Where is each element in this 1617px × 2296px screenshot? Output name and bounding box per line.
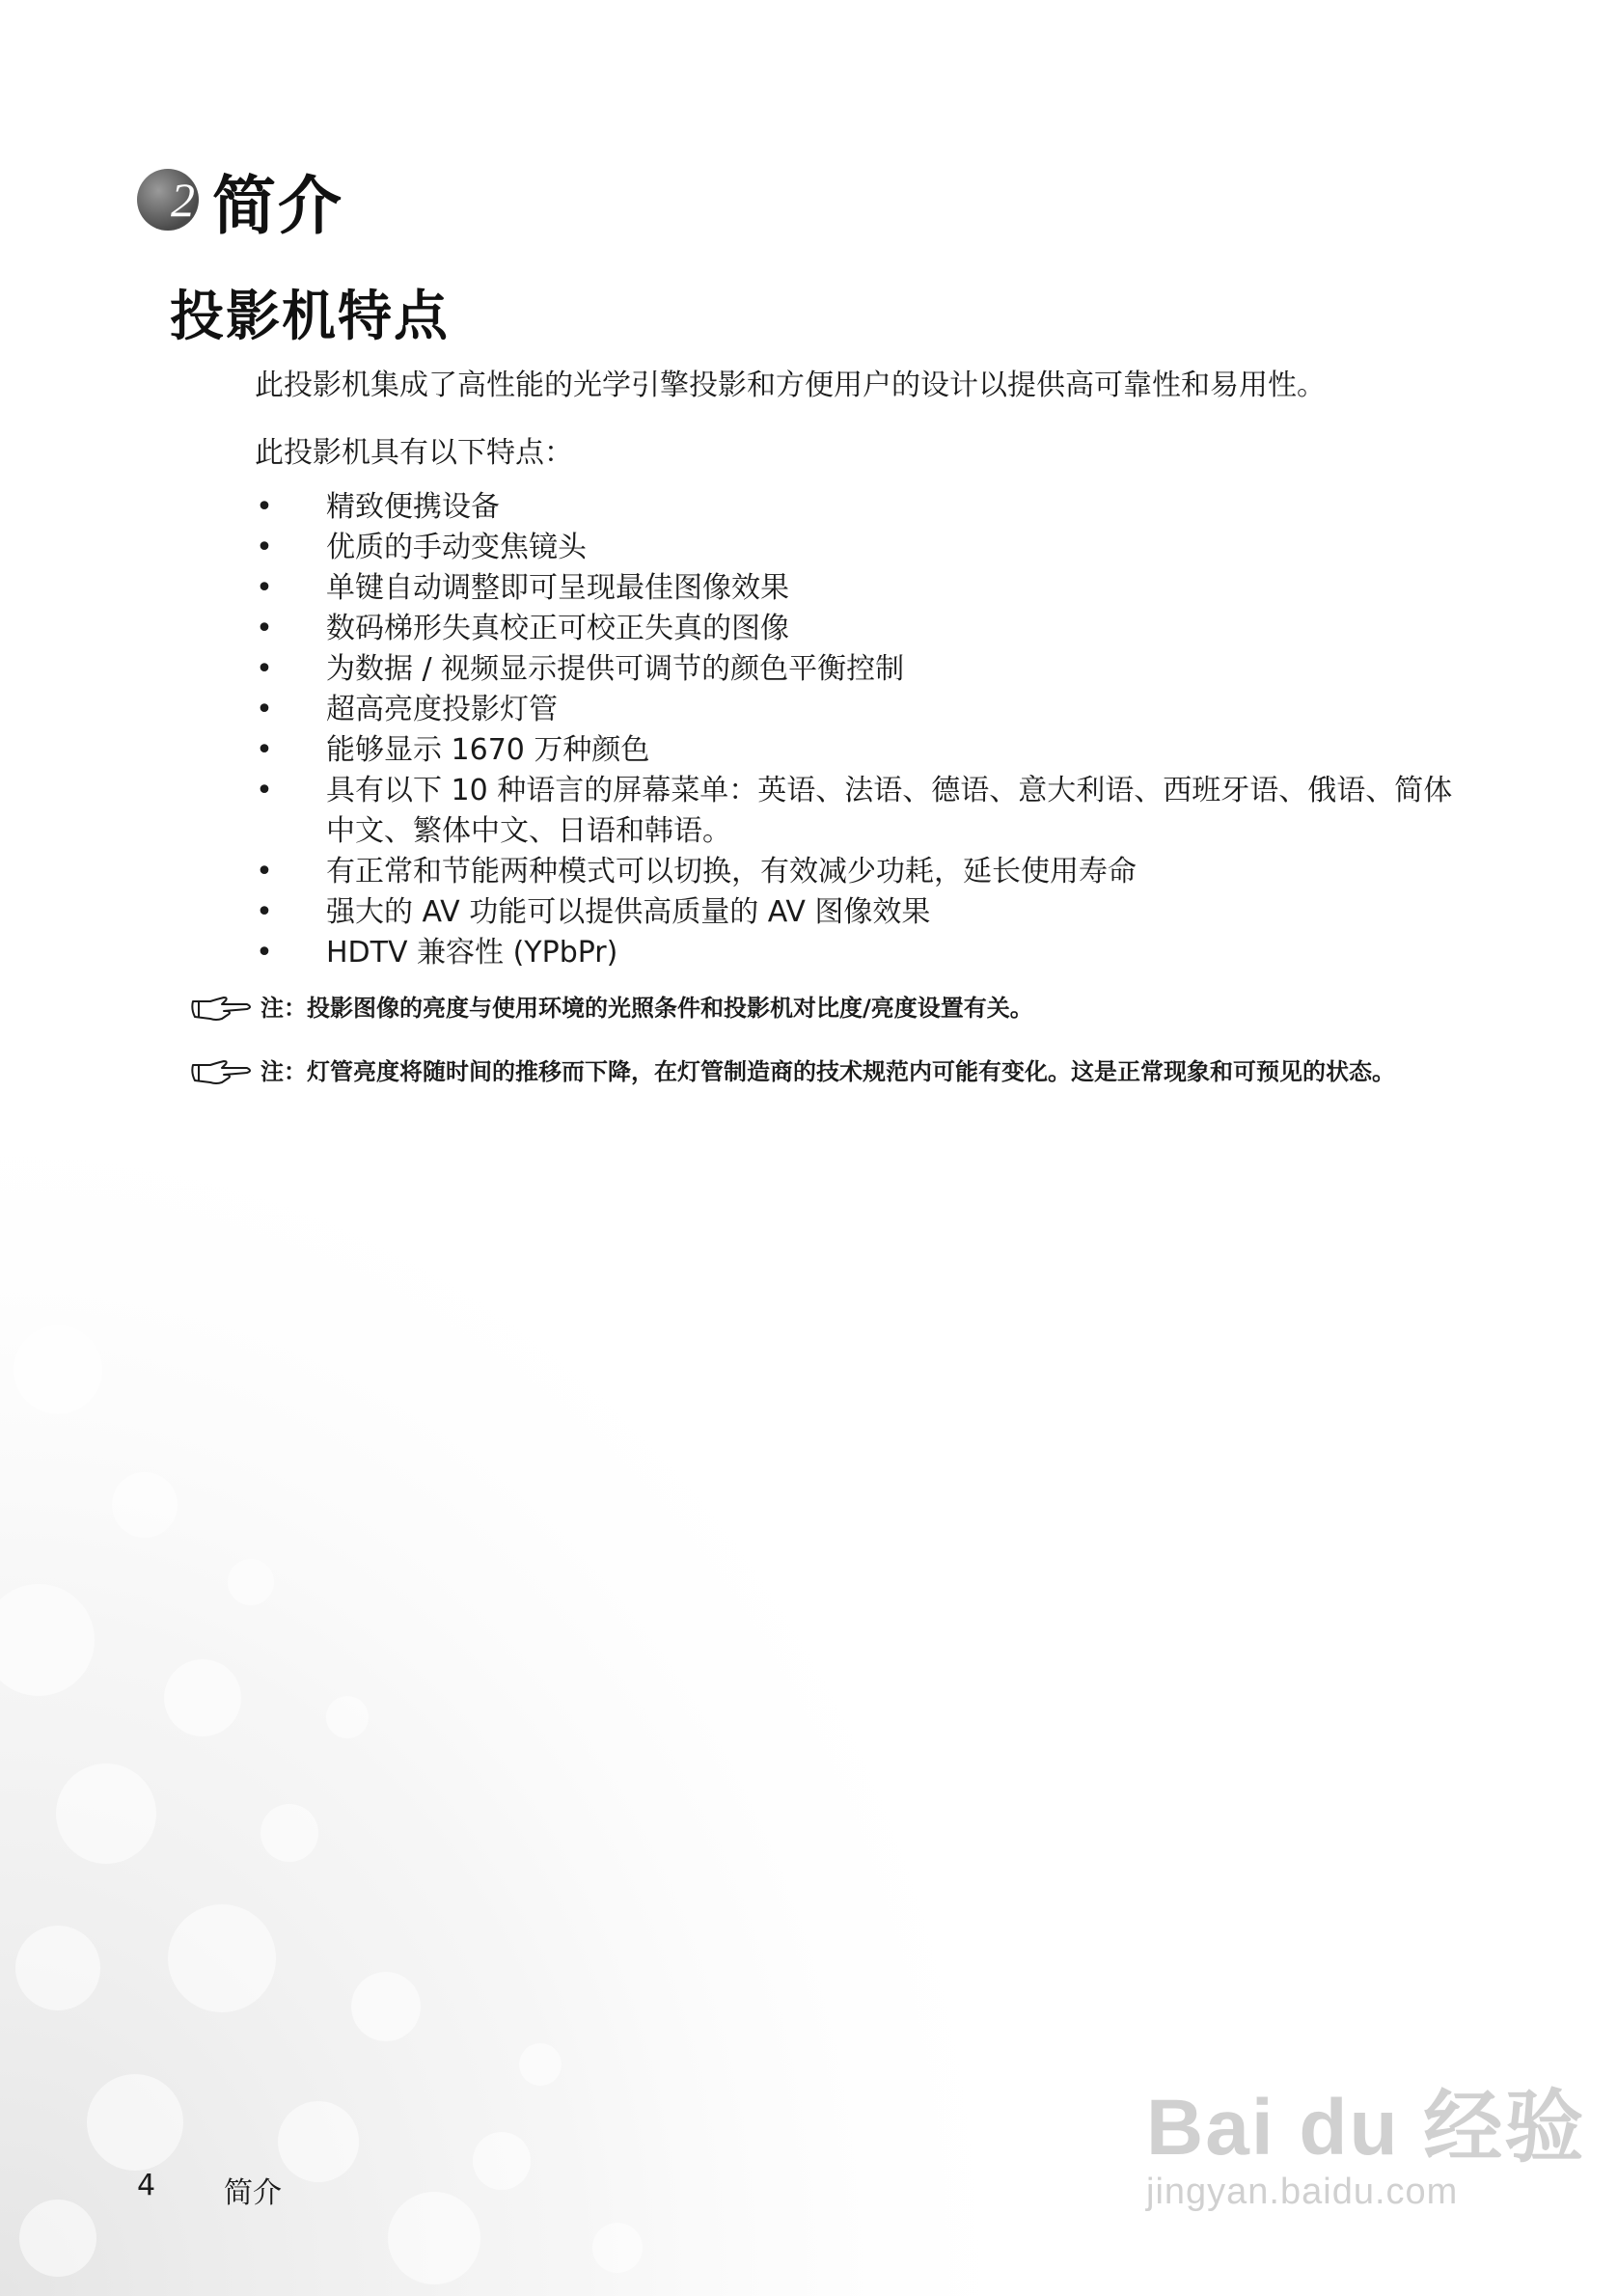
section-title: 投影机特点 xyxy=(170,286,450,348)
feature-text: 能够显示 1670 万种颜色 xyxy=(326,733,650,767)
bullet: • xyxy=(256,490,273,524)
feature-text: HDTV 兼容性 (YPbPr) xyxy=(326,936,618,970)
bullet: • xyxy=(256,571,273,605)
feature-text: 优质的手动变焦镜头 xyxy=(326,531,587,564)
feature-text: 精致便携设备 xyxy=(326,490,500,524)
list-item xyxy=(255,487,1461,528)
note-label: 注： xyxy=(260,1058,307,1085)
note-box xyxy=(189,1053,1482,1090)
list-item xyxy=(255,690,1461,730)
list-item xyxy=(255,730,1461,771)
bullet: • xyxy=(256,652,273,686)
bullet: • xyxy=(256,855,273,888)
chapter-title: 简介 xyxy=(212,168,343,243)
chapter-number-badge: 2 xyxy=(137,169,199,231)
feature-text: 为数据 / 视频显示提供可调节的颜色平衡控制 xyxy=(326,652,905,686)
chapter-heading xyxy=(137,156,343,243)
list-item xyxy=(255,609,1461,649)
pointing-hand-icon xyxy=(189,992,257,1025)
features-lead: 此投影机具有以下特点： xyxy=(255,436,573,470)
page-footer xyxy=(137,2169,282,2211)
bullet: • xyxy=(256,693,273,726)
note-text: 灯管亮度将随时间的推移而下降，在灯管制造商的技术规范内可能有变化。这是正常现象和可预见的状态。 xyxy=(307,1058,1395,1085)
feature-text: 数码梯形失真校正可校正失真的图像 xyxy=(326,612,789,645)
bullet: • xyxy=(256,733,273,767)
feature-text: 强大的 AV 功能可以提供高质量的 AV 图像效果 xyxy=(326,895,931,929)
bullet: • xyxy=(256,895,273,929)
bullet: • xyxy=(256,612,273,645)
list-item xyxy=(255,771,1461,852)
bullet: • xyxy=(256,531,273,564)
feature-text: 超高亮度投影灯管 xyxy=(326,693,558,726)
intro-paragraph: 此投影机集成了高性能的光学引擎投影和方便用户的设计以提供高可靠性和易用性。 xyxy=(255,369,1326,402)
watermark-logo-text: Bai du 经验 xyxy=(1146,2084,1586,2172)
feature-list xyxy=(255,487,1461,973)
bullet: • xyxy=(256,936,273,970)
feature-text: 具有以下 10 种语言的屏幕菜单：英语、法语、德语、意大利语、西班牙语、俄语、简体中文、繁体中文、日语和韩语。 xyxy=(326,774,1453,848)
feature-text: 有正常和节能两种模式可以切换，有效减少功耗，延长使用寿命 xyxy=(326,855,1137,888)
bullet: • xyxy=(256,774,273,807)
footer-section: 简介 xyxy=(224,2176,282,2210)
list-item xyxy=(255,933,1461,973)
watermark-url: jingyan.baidu.com xyxy=(1146,2172,1459,2212)
list-item xyxy=(255,892,1461,933)
note-label: 注： xyxy=(260,995,307,1022)
note-text: 投影图像的亮度与使用环境的光照条件和投影机对比度/亮度设置有关。 xyxy=(307,995,1033,1022)
feature-text: 单键自动调整即可呈现最佳图像效果 xyxy=(326,571,789,605)
baidu-watermark xyxy=(1146,2064,1585,2213)
pointing-hand-icon xyxy=(189,1055,257,1088)
list-item xyxy=(255,528,1461,568)
list-item xyxy=(255,568,1461,609)
page-number: 4 xyxy=(137,2169,156,2202)
note-box xyxy=(189,990,1482,1026)
list-item xyxy=(255,649,1461,690)
list-item xyxy=(255,852,1461,892)
